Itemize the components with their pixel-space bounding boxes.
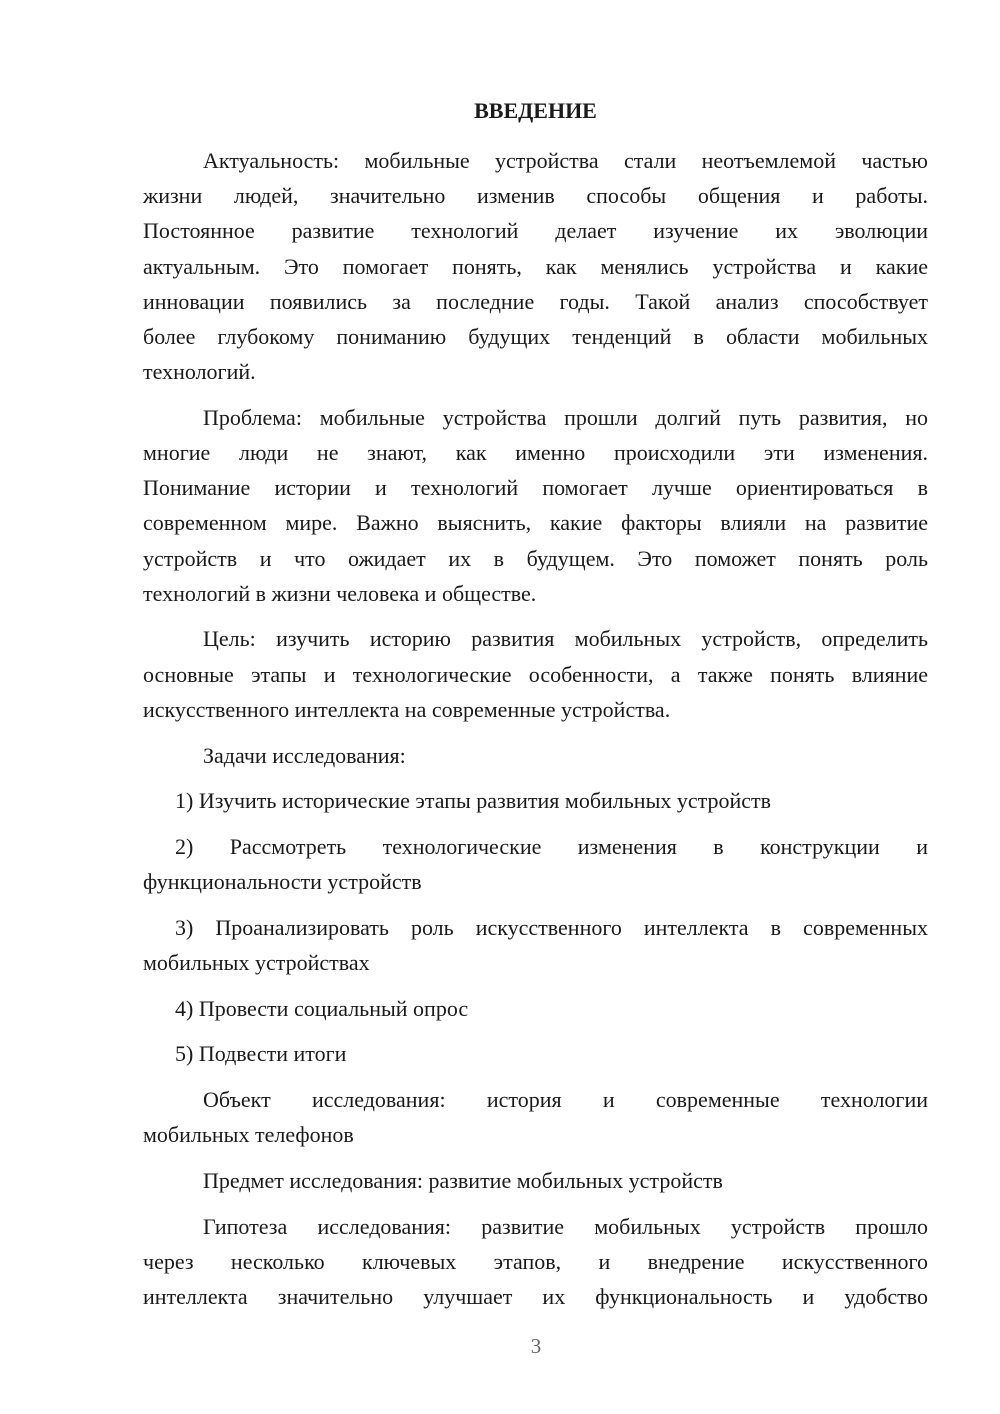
text-line: функциональности устройств [143,869,422,895]
page-title: ВВЕДЕНИЕ [474,98,597,123]
text-line: многие люди не знают, как именно происходили эти изменения. [143,440,928,465]
paragraph [143,1163,928,1198]
text-line: более глубокому пониманию будущих тенденций в области мобильных [143,323,928,349]
text-line: 4) Провести социальный опрос [175,995,469,1021]
text-line: Постоянное развитие технологий делает изучение их эволюции [143,218,928,244]
paragraph [143,1082,928,1152]
text-line: мобильных устройствах [143,949,370,975]
text-line: Предмет исследования: развитие мобильных устройств [203,1167,723,1193]
document-body [143,143,928,1314]
text-line: 3) Проанализировать роль искусственного интеллекта в современных [175,914,928,940]
text-line: современном мире. Важно выяснить, какие факторы влияли на развитие [143,510,928,536]
text-line: искусственного интеллекта на современные устройства. [143,696,671,722]
text-line: Цель: изучить историю развития мобильных устройств, определить [203,626,928,652]
task-list-item [143,991,928,1026]
text-line: Гипотеза исследования: развитие мобильных устройств прошло [203,1213,928,1239]
text-line: основные этапы и технологические особенности, а также понять влияние [143,661,928,687]
text-line: устройств и что ожидает их в будущем. Это поможет понять роль [143,545,928,571]
text-line: мобильных телефонов [143,1122,354,1148]
task-list-item [143,829,928,899]
text-line: 5) Подвести итоги [175,1041,347,1067]
task-list-item [143,1036,928,1071]
text-line: интеллекта значительно улучшает их функциональность и удобство [143,1283,928,1309]
task-list-item [143,910,928,980]
text-line: Объект исследования: история и современные технологии [203,1087,928,1112]
document-page [143,93,928,1325]
text-line: актуальным. Это помогает понять, как менялись устройства и какие [143,253,928,279]
paragraph [143,621,928,727]
page-number: 3 [530,1334,542,1358]
text-line: технологий в жизни человека и обществе. [143,580,537,606]
text-line: 1) Изучить исторические этапы развития мобильных устройств [175,788,772,814]
paragraph [143,400,928,611]
text-line: Понимание истории и технологий помогает лучше ориентироваться в [143,475,928,501]
task-list-item [143,783,928,818]
text-line: Актуальность: мобильные устройства стали неотъемлемой частью [203,148,928,173]
text-line: инновации появились за последние годы. Такой анализ способствует [143,288,928,314]
text-line: жизни людей, значительно изменив способы общения и работы. [143,183,928,209]
text-line: 2) Рассмотреть технологические изменения в конструкции и [175,833,928,859]
paragraph [143,738,928,773]
paragraph [143,1209,928,1315]
text-line: через несколько ключевых этапов, и внедрение искусственного [143,1248,928,1274]
text-line: технологий. [143,359,256,385]
text-line: Задачи исследования: [203,742,406,768]
paragraph [143,143,928,389]
text-line: Проблема: мобильные устройства прошли долгий путь развития, но [203,404,928,430]
